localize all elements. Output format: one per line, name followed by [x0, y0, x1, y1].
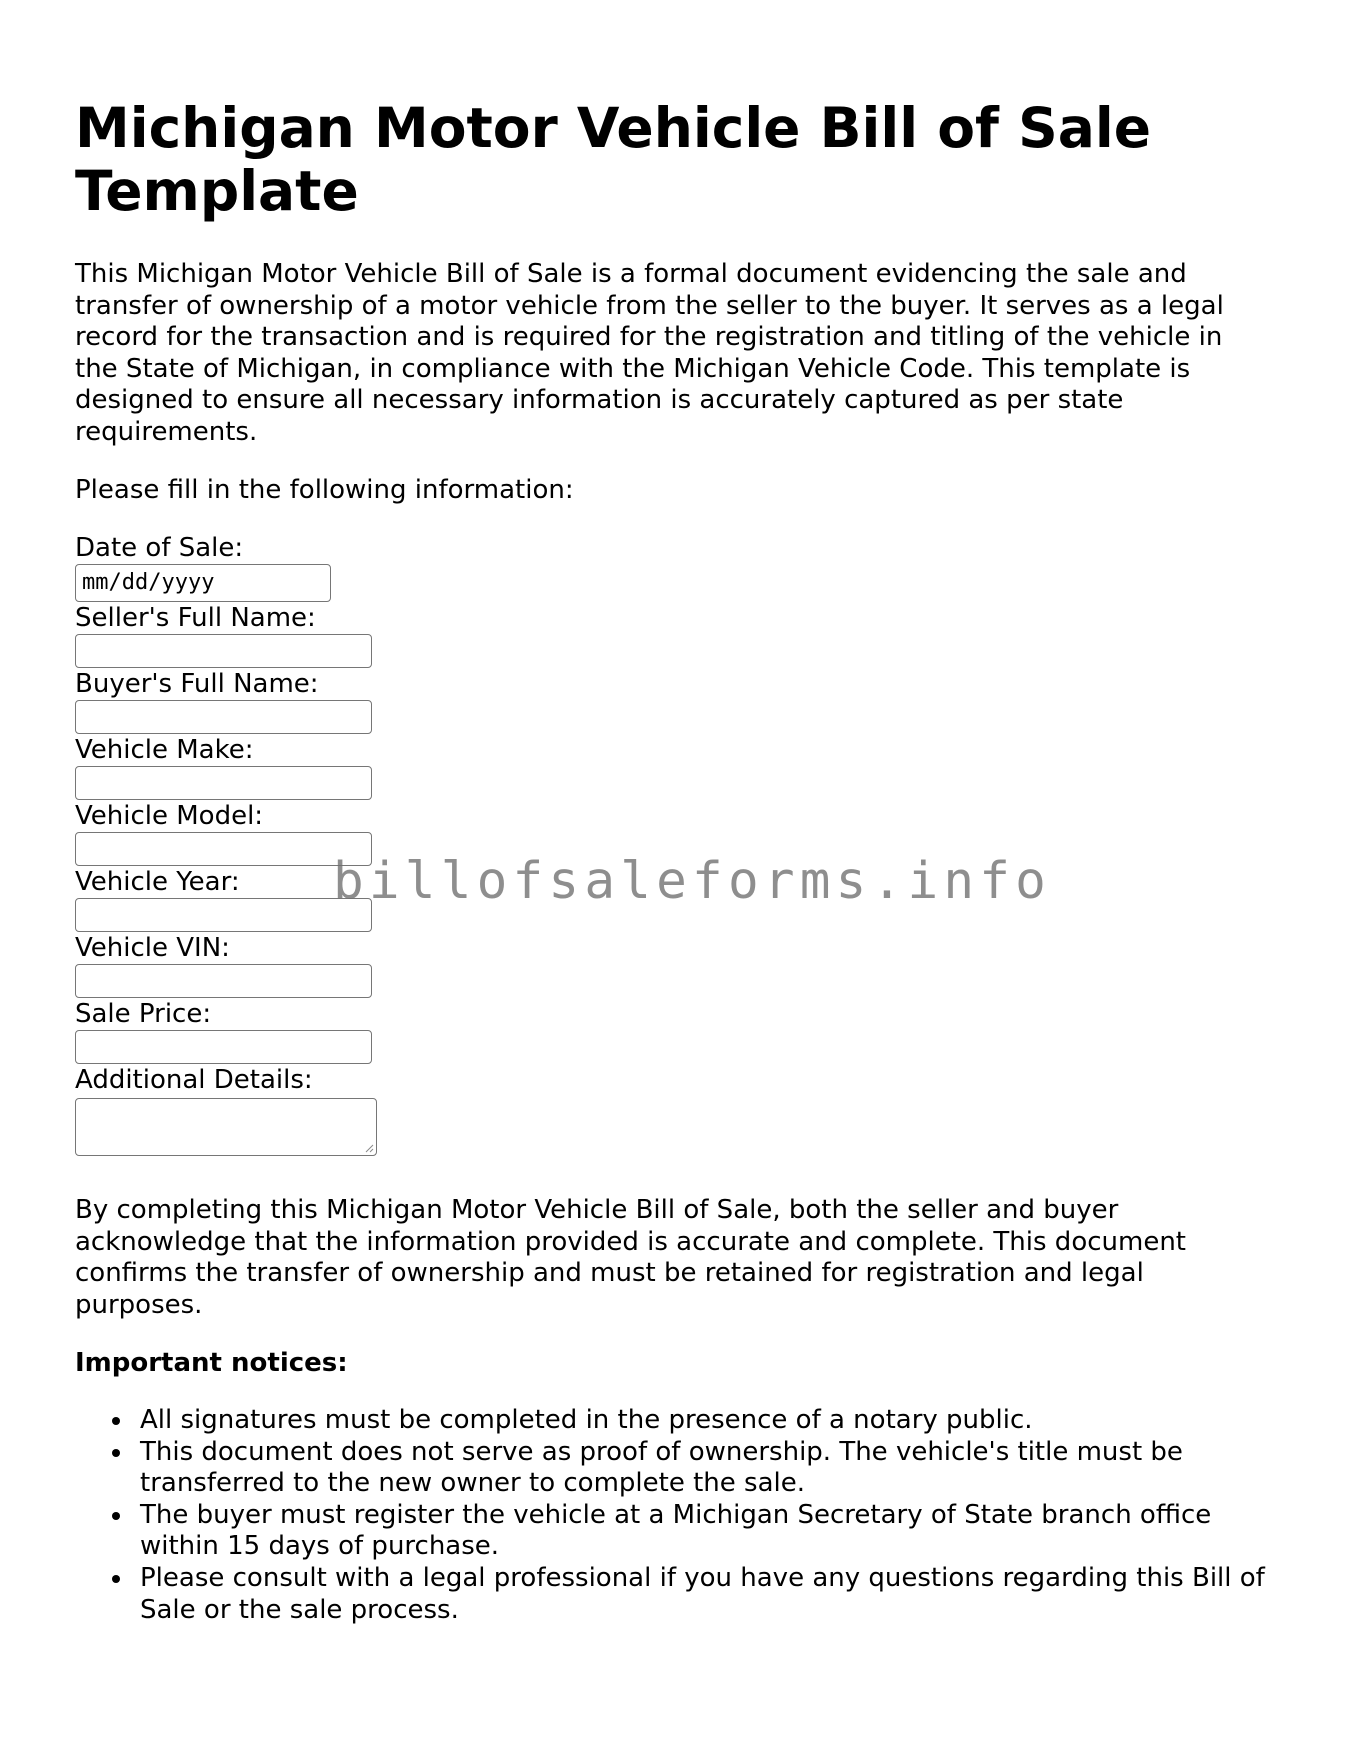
additional-details-label: Additional Details:: [75, 1065, 313, 1095]
notice-text: All signatures must be completed in the presence of a notary public.: [140, 1405, 1033, 1435]
list-item: [140, 1405, 1295, 1437]
bullet-icon: [112, 1575, 120, 1583]
closing-paragraph: By completing this Michigan Motor Vehicle Bill of Sale, both the seller and buyer acknowledge that the information provided is accurate and complete. This document confirms the transfer of ownership and must be retained for registration and legal purposes.: [75, 1195, 1186, 1320]
vehicle-vin-input[interactable]: [75, 964, 372, 998]
bill-of-sale-form: [75, 533, 575, 1156]
bullet-icon: [112, 1449, 120, 1457]
notice-text: The buyer must register the vehicle at a Michigan Secretary of State branch office within 15 days of purchase.: [140, 1499, 1212, 1562]
resize-grip-icon[interactable]: [364, 1143, 374, 1153]
buyer-name-input[interactable]: [75, 700, 372, 734]
vehicle-make-input[interactable]: [75, 766, 372, 800]
watermark: billofsaleforms.info: [333, 852, 1052, 911]
page-title: Michigan Motor Vehicle Bill of Sale Template: [75, 96, 1151, 223]
list-item: [140, 1500, 1295, 1563]
list-item: [140, 1563, 1295, 1626]
notice-text: Please consult with a legal professional if you have any questions regarding this Bill of Sale or the sale process.: [140, 1562, 1265, 1625]
sale-price-input[interactable]: [75, 1030, 372, 1064]
date-of-sale-input[interactable]: mm/dd/yyyy: [75, 564, 331, 602]
vehicle-year-label: Vehicle Year:: [75, 867, 240, 897]
notices-heading: Important notices:: [75, 1348, 348, 1378]
seller-name-input[interactable]: [75, 634, 372, 668]
vehicle-make-label: Vehicle Make:: [75, 735, 254, 765]
list-item: [140, 1437, 1295, 1500]
sale-price-label: Sale Price:: [75, 999, 212, 1029]
vehicle-vin-label: Vehicle VIN:: [75, 933, 230, 963]
vehicle-model-input[interactable]: [75, 832, 372, 866]
vehicle-year-input[interactable]: [75, 898, 372, 932]
notices-list: [75, 1405, 1295, 1626]
form-prompt: Please fill in the following information:: [75, 475, 574, 505]
notice-text: This document does not serve as proof of ownership. The vehicle's title must be transferred to the new owner to complete the sale.: [140, 1436, 1183, 1499]
intro-paragraph: This Michigan Motor Vehicle Bill of Sale is a formal document evidencing the sale and transfer of ownership of a motor vehicle from the seller to the buyer. It serves as a legal record for the transaction and is required for the registration and titling of the vehicle in the State of Michigan, in compliance with the Michigan Vehicle Code. This template is designed to ensure all necessary information is accurately captured as per state requirements.: [75, 259, 1224, 447]
vehicle-model-label: Vehicle Model:: [75, 801, 264, 831]
seller-name-label: Seller's Full Name:: [75, 603, 316, 633]
date-of-sale-label: Date of Sale:: [75, 533, 244, 563]
bullet-icon: [112, 1417, 120, 1425]
buyer-name-label: Buyer's Full Name:: [75, 669, 319, 699]
bullet-icon: [112, 1512, 120, 1520]
additional-details-textarea[interactable]: [75, 1098, 377, 1156]
